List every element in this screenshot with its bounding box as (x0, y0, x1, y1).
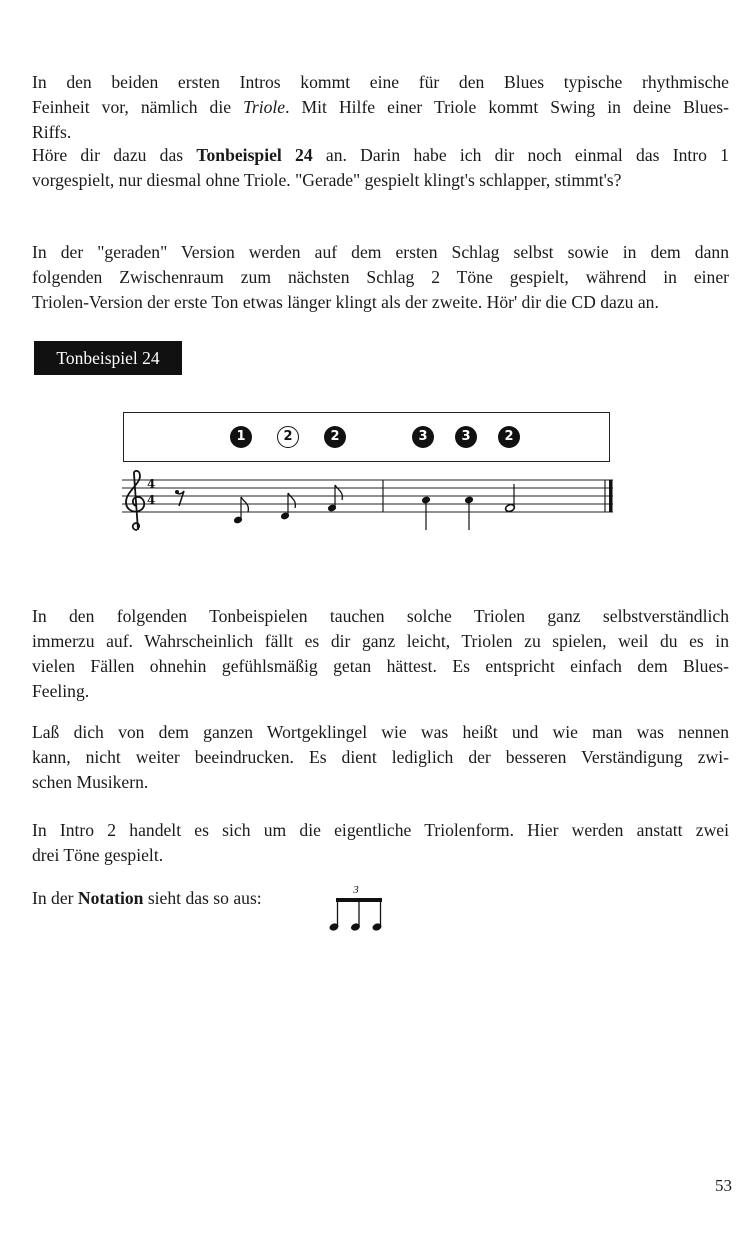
hole-number-icon: 1 (230, 426, 252, 448)
time-signature-top: 4 (147, 477, 156, 491)
text-line: vorgespielt, nur diesmal ohne Triole. "Gerade" gespielt klingt's schlapper, stimmt's? (32, 170, 622, 190)
text-line: In Intro 2 handelt es sich um die eigentliche Triolenform. Hier werden anstatt zwei (32, 820, 729, 840)
page-number: 53 (715, 1176, 732, 1195)
note-eighth (233, 497, 248, 524)
text-line: vielen Fällen ohnehin gefühlsmäßig getan hättest. Es entspricht einfach dem Blues- (32, 656, 729, 676)
hole-number-icon: 3 (455, 426, 477, 448)
hole-number-icon: 3 (412, 426, 434, 448)
text-span: Feinheit vor, nämlich die (32, 97, 244, 117)
paragraph-following-examples (32, 604, 729, 704)
triplet-notation-icon (325, 883, 387, 939)
text-line (32, 95, 729, 120)
paragraph-notation (32, 886, 262, 911)
note-quarter (464, 496, 474, 530)
hole-number-icon: 2 (277, 426, 299, 448)
text-span: Höre dir dazu das (32, 145, 197, 165)
text-line: schen Musikern. (32, 772, 149, 792)
example-label: Tonbeispiel 24 (34, 341, 182, 375)
text-line: In den beiden ersten Intros kommt eine für den Blues typische rhythmische (32, 72, 729, 92)
emphasis-triole: Triole (243, 97, 286, 117)
text-line: drei Töne gespielt. (32, 845, 164, 865)
text-span: . Mit Hilfe einer Triole kommt Swing in deine Blues- (285, 97, 730, 117)
time-signature-bottom: 4 (147, 493, 156, 507)
music-staff (120, 470, 615, 540)
text-line: Laß dich von dem ganzen Wortgeklingel wie was heißt und wie man was nennen (32, 722, 729, 742)
text-line: kann, nicht weiter beeindrucken. Es dient lediglich der besseren Verständigung zwi- (32, 747, 729, 767)
paragraph-listen-example (32, 143, 729, 193)
text-line: immerzu auf. Wahrscheinlich fällt es dir ganz leicht, Triolen zu spielen, weil du es in (32, 631, 729, 651)
note-eighth (280, 493, 295, 520)
text-line: Triolen-Version der erste Ton etwas länger klingt als der zweite. Hör' dir die CD dazu an. (32, 292, 659, 312)
text-line: In den folgenden Tonbeispielen tauchen solche Triolen ganz selbstverständlich (32, 606, 729, 626)
hole-number-icon: 2 (498, 426, 520, 448)
bold-tonbeispiel: Tonbeispiel 24 (196, 145, 313, 165)
text-line: Riffs. (32, 122, 72, 142)
paragraph-intro-triplet (32, 70, 729, 145)
harmonica-tab-box (123, 412, 610, 462)
bold-notation: Notation (77, 888, 144, 908)
text-span: sieht das so aus: (143, 888, 262, 908)
paragraph-terminology (32, 720, 729, 795)
triplet-number: 3 (353, 884, 359, 896)
text-line (32, 143, 729, 168)
note-quarter (421, 496, 431, 530)
final-bar-thick (609, 480, 613, 512)
text-span: In der (32, 888, 78, 908)
text-span: an. Darin habe ich dir noch einmal das Intro 1 (312, 145, 729, 165)
paragraph-intro-2 (32, 818, 729, 868)
text-line: In der "geraden" Version werden auf dem ersten Schlag selbst sowie in dem dann (32, 242, 729, 262)
hole-number-icon: 2 (324, 426, 346, 448)
note-eighth (327, 485, 342, 512)
text-line: Feeling. (32, 681, 90, 701)
paragraph-straight-version (32, 240, 729, 315)
text-line: folgenden Zwischenraum zum nächsten Schlag 2 Töne gespielt, während in einer (32, 267, 729, 287)
